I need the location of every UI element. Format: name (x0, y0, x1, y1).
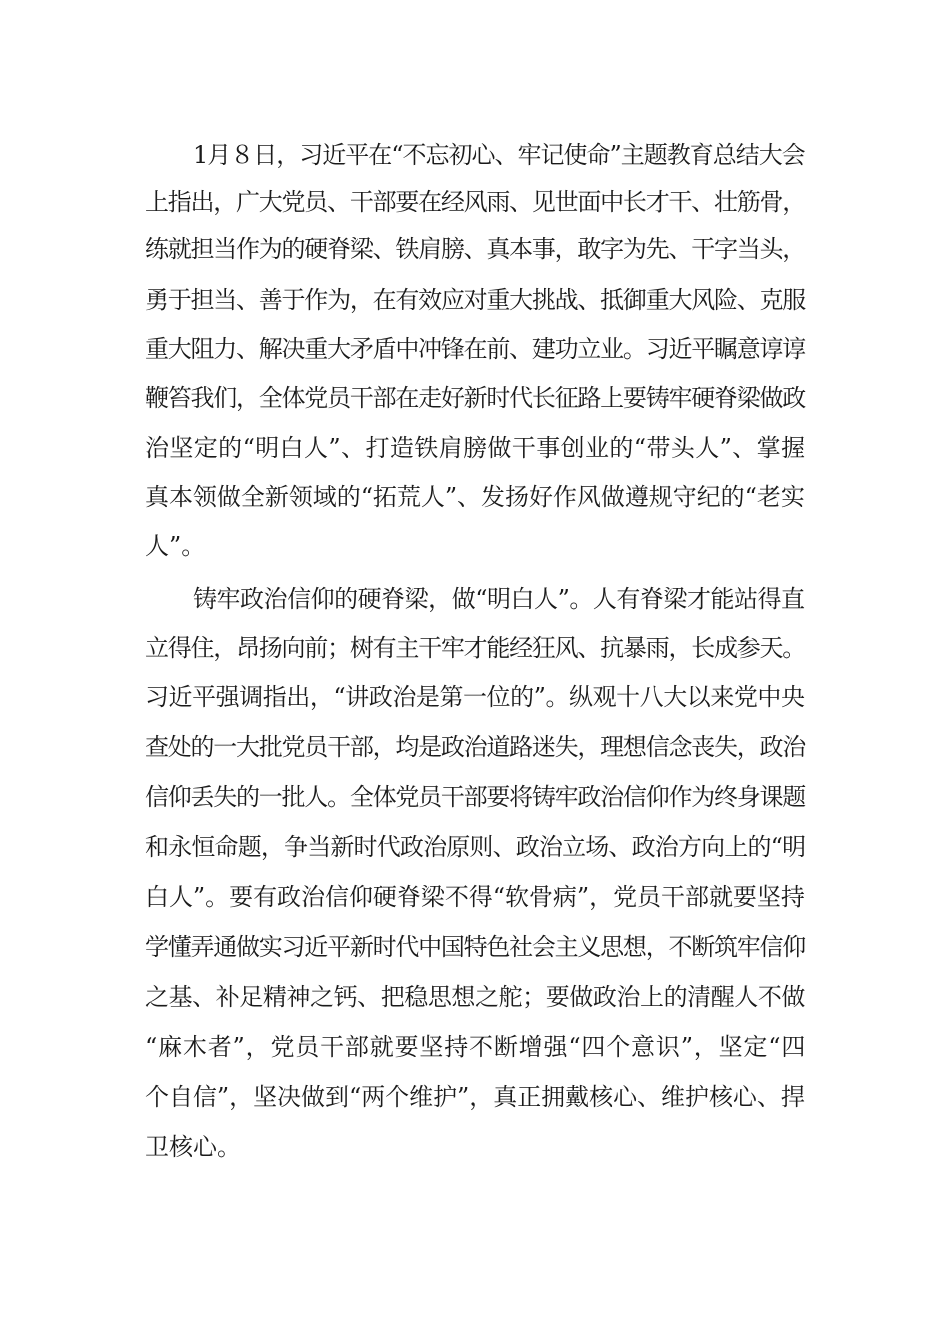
text-line: 和永恒命题，争当新时代政治原则、政治立场、政治方向上的“明 (145, 833, 806, 861)
text-line: 勇于担当、善于作为，在有效应对重大挑战、抵御重大风险、克服 (145, 286, 805, 314)
text-line: 治坚定的“明白人”、打造铁肩膀做干事创业的“带头人”、掌握 (145, 434, 806, 462)
text-line: 习近平强调指出，“讲政治是第一位的”。纵观十八大以来党中央 (145, 683, 805, 711)
text-line: 练就担当作为的硬脊梁、铁肩膀、真本事，敢字为先、干字当头， (145, 235, 805, 263)
text-line: 之基、补足精神之钙、把稳思想之舵；要做政治上的清醒人不做 (145, 983, 805, 1011)
text-line: 信仰丢失的一批人。全体党员干部要将铸牢政治信仰作为终身课题 (145, 783, 805, 811)
text-line: 真本领做全新领域的“拓荒人”、发扬好作风做遵规守纪的“老实 (145, 483, 805, 511)
text-line: 立得住，昂扬向前；树有主干牢才能经狂风、抗暴雨，长成参天。 (145, 634, 805, 662)
text-line: 人”。 (145, 532, 206, 560)
text-line: 学懂弄通做实习近平新时代中国特色社会主义思想，不断筑牢信仰 (145, 933, 805, 961)
text-line: 白人”。要有政治信仰硬脊梁不得“软骨病”，党员干部就要坚持 (145, 883, 805, 911)
text-line: 鞭笞我们，全体党员干部在走好新时代长征路上要铸牢硬脊梁做政 (145, 384, 805, 412)
text-line: “麻木者”，党员干部就要坚持不断增强“四个意识”，坚定“四 (145, 1033, 807, 1061)
text-line: 个自信”，坚决做到“两个维护”，真正拥戴核心、维护核心、捍 (145, 1083, 805, 1111)
text-line: 查处的一大批党员干部，均是政治道路迷失，理想信念丧失，政治 (145, 733, 805, 761)
text-line: 上指出，广大党员、干部要在经风雨、见世面中长才干、壮筋骨， (145, 188, 805, 216)
text-line: 卫核心。 (145, 1133, 241, 1161)
text-line: 铸牢政治信仰的硬脊梁，做“明白人”。人有脊梁才能站得直 (193, 585, 805, 613)
text-line: 重大阻力、解决重大矛盾中冲锋在前、建功立业。习近平瞩意谆谆 (145, 335, 805, 363)
text-line: 1月８日，习近平在“不忘初心、牢记使命”主题教育总结大会 (193, 141, 805, 169)
